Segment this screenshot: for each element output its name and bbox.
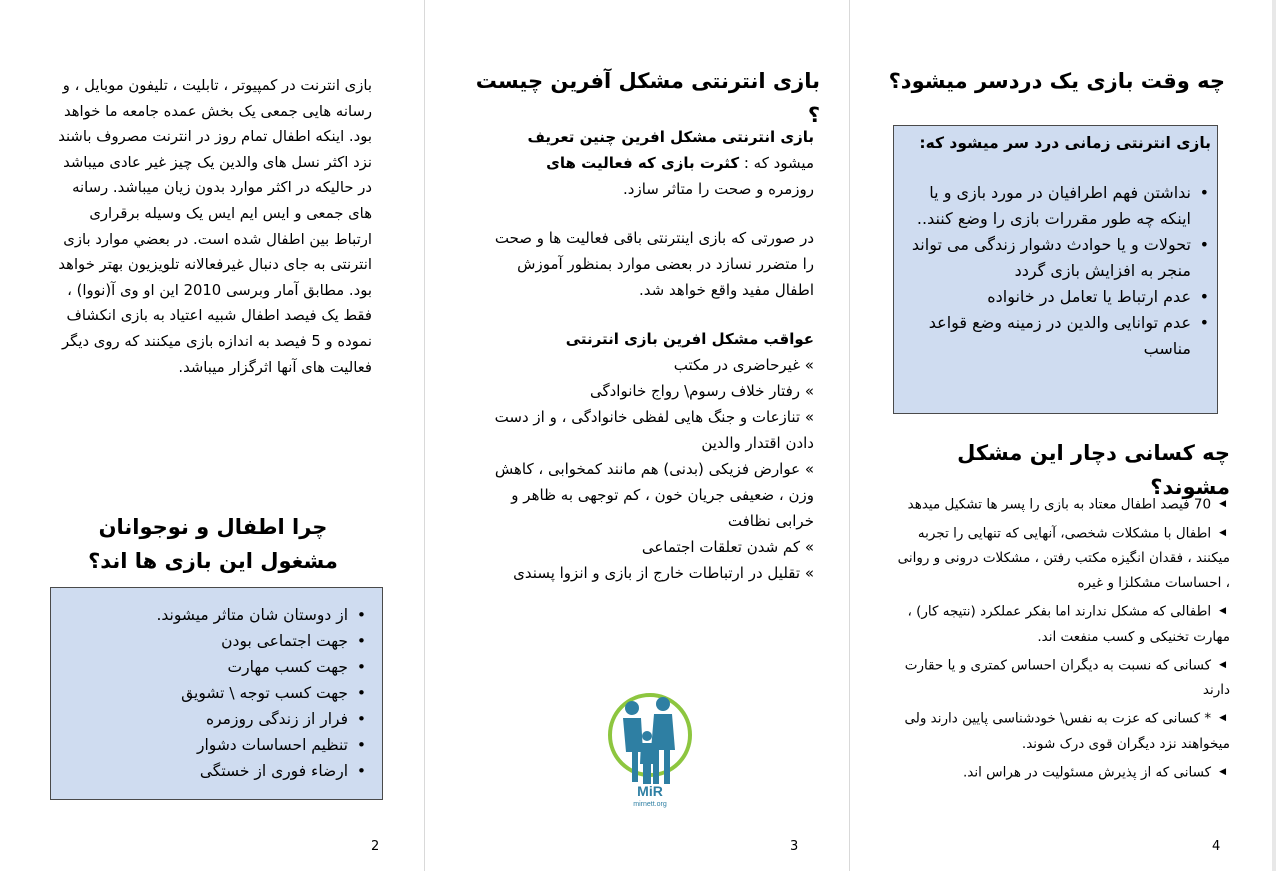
consequence-item: » رفتار خلاف رسوم\ رواج خانوادگی [589,382,814,400]
who-item-text: * کسانی که عزت به نفس\ خودشناسی پایین دارند ولی میخواهند نزد دیگران قوی درک شوند. [904,710,1230,752]
who-item [890,653,1230,704]
reason-item: • فرار از زندگی روزمره [61,706,368,732]
consequence-item: » غیرحاضری در مکتب [673,356,814,374]
problem-item: • تحولات و یا حوادث دشوار زندگی می تواند منجر به افزایش بازی گردد [904,232,1211,284]
who-item-text: 70 فیصد اطفال معتاد به بازی را پسر ها تشکیل میدهد [907,496,1212,513]
page-number: 3 [790,839,799,854]
reason-item: • جهت اجتماعی بودن [61,628,368,654]
page-number: 2 [371,839,380,854]
logo-text: MiR [637,783,663,799]
who-item [890,760,1230,786]
who-item [890,492,1230,518]
triangle-bullet-icon: ◀ [1219,499,1226,509]
triangle-bullet-icon: ◀ [1219,713,1226,723]
page-2 [0,0,424,871]
consequence-item: » تنازعات و جنگ هایی لفظی خانوادگی ، و از دست دادن اقتدار والدین [494,408,814,452]
who-item-text: اطفال با مشکلات شخصی، آنهایی که تنهایی را تجربه میکنند ، فقدان انگیزه مکتب رفتن ، مشکلات درونی و روانی ، احساسات مشکلزا و غیره [897,525,1230,591]
definition-block [490,124,814,586]
usefulness-paragraph: در صورتی که بازی اینترنتی باقی فعالیت ها و صحت را متضرر نسازد در بعضی موارد بمنظور آموزش اطفال مفید واقع خواهد شد. [494,229,814,299]
who-item-text: کسانی که از پذیرش مسئولیت در هراس اند. [963,764,1212,780]
who-item [890,599,1230,650]
problematic-gaming-heading: بازی انترنتی مشکل آفرین چیست ؟ [475,69,820,127]
problem-item: • نداشتن فهم اطرافیان در مورد بازی و یا اینکه چه طور مقررات بازی را وضع کنند.. [904,180,1211,232]
definition-text: میشود که : [739,154,814,172]
when-problem-list [904,180,1211,362]
reason-item: • از دوستان شان متاثر میشوند. [61,602,368,628]
intro-paragraph: بازی انترنت در کمپیوتر ، تابلیت ، تلیفون موبایل ، و رسانه هایی جمعی یک بخش عمده جامعه ما خواهد بود. اینکه اطفال تمام روز در انترنت مصروف باشند نزد اکثر نسل های والدین یک چیز غیر عادی میباشد در حالیکه در اکثر موارد بدون زیان میباشد. رسانه های جمعی و ایس ایم ایس یک وسیله برقراری ارتباط بین اطفال شده است. در بعضي موارد بازی انترنتی به جای دنبال غیرفعالانه تلویزیون بهتر خواهد بود. مطابق آمار وبرسی 2010 این او وی آ(نووا) ، فقط یک فیصد اطفال شبیه اعتیاد به بازی انکشاف نموده و 5 فیصد به اندازه بازی میکنند که روی دیگر فعالیت های آنها اثرگزار میباشد. [58,77,372,376]
page-edge [1272,0,1276,871]
page-3 [425,0,849,871]
problem-item: • عدم ارتباط یا تعامل در خانواده [904,284,1211,310]
triangle-bullet-icon: ◀ [1219,606,1226,616]
who-affected-list [890,492,1230,788]
who-item-text: اطفالی که مشکل ندارند اما بفکر عملکرد (نتیجه کار) ، مهارت تخنیکی و کسب منفعت اند. [907,603,1230,645]
reason-item: • جهت کسب مهارت [61,654,368,680]
when-problem-box [893,125,1218,414]
consequence-item: » کم شدن تعلقات اجتماعی [641,538,814,556]
consequence-item: » عوارض فزیکی (بدنی) هم مانند کمخوابی ، کاهش وزن ، ضعیفی جریان خون ، کم توجهی به ظاهر و خرابی نظافت [494,460,814,530]
mir-logo [605,690,695,825]
logo-url: mirnett.org [633,801,667,808]
when-problem-heading: چه وقت بازی یک دردسر میشود؟ [888,69,1225,93]
why-children-heading: چرا اطفال و نوجوانان مشغول این بازی ها اند؟ [88,515,338,573]
page-number: 4 [1212,839,1221,854]
problem-item: • عدم توانایی والدین در زمینه وضع قواعد مناسب [904,310,1211,362]
reason-item: • جهت کسب توجه \ تشویق [61,680,368,706]
reason-item: • ارضاء فوری از خستگی [61,758,368,784]
who-item [890,706,1230,757]
definition-text: روزمره و صحت را متاثر سازد. [623,180,814,198]
triangle-bullet-icon: ◀ [1219,527,1226,538]
definition-bold: کثرت بازی که فعالیت های [546,154,740,172]
definition-bold: بازی انترنتی مشکل افرین چنین تعریف [527,128,814,146]
consequences-title: عواقب مشکل افرین بازی انترنتی [565,330,814,348]
who-item-text: کسانی که نسبت به دیگران احساس کمتری و یا حقارت دارند [904,657,1230,698]
who-item [890,521,1230,597]
reasons-box [50,587,383,800]
page-4 [850,0,1276,871]
consequence-item: » تقلیل در ارتباطات خارج از بازی و انزوا پسندی [513,564,814,582]
who-affected-heading: چه کسانی دچار این مشکل مشوند؟ [957,441,1230,499]
reasons-list [61,602,368,784]
reason-item: • تنظیم احساسات دشوار [61,732,368,758]
triangle-bullet-icon: ◀ [1219,659,1226,670]
box-title: بازی انترنتی زمانی درد سر میشود که: [919,134,1211,152]
consequences-list [490,352,814,586]
triangle-bullet-icon: ◀ [1219,766,1226,777]
